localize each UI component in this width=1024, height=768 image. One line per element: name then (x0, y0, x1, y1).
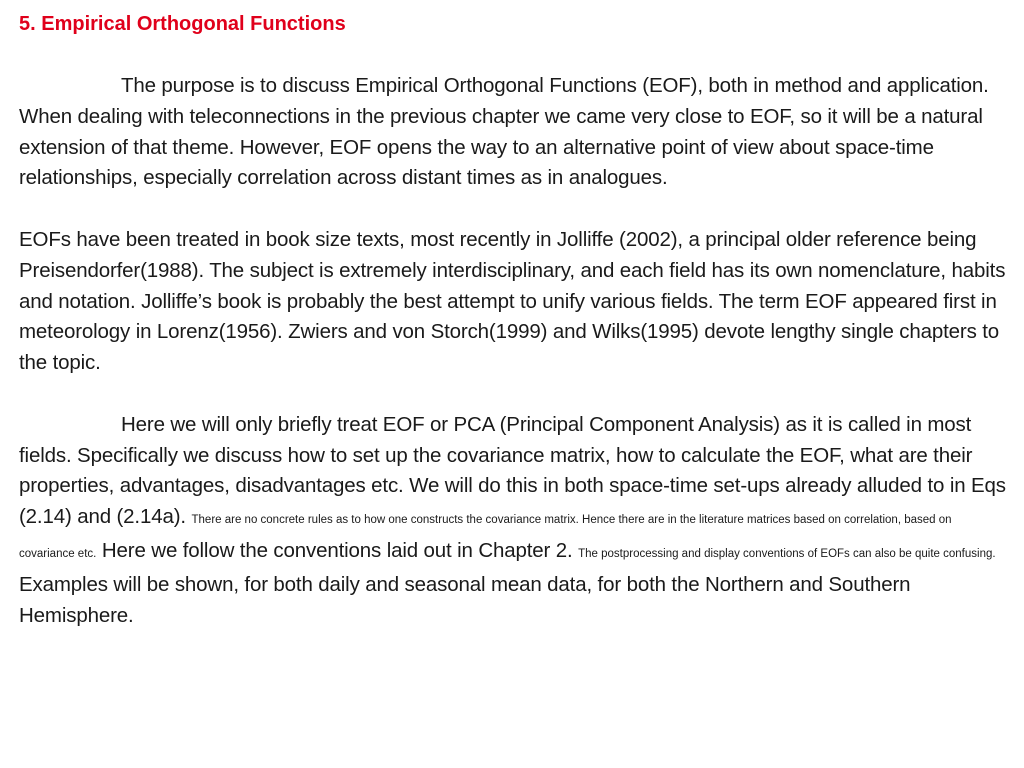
paragraph-1-text: The purpose is to discuss Empirical Orthogonal Functions (EOF), both in method and application. When dealing with teleconnections in the previous chapter we came very close to EOF, so it will be a natural extension of that theme. However, EOF opens the way to an alternative point of view about space-time relationships, especially correlation across distant times as in analogues. (19, 74, 989, 190)
paragraph-2 (19, 225, 1009, 379)
paragraph-3-small-note-b: The postprocessing and display conventions of EOFs can also be quite confusing. (578, 547, 996, 560)
slide-body (19, 71, 1009, 631)
paragraph-3-text-c: Examples will be shown, for both daily and seasonal mean data, for both the Northern and Southern Hemisphere. (19, 572, 911, 627)
paragraph-2-text: EOFs have been treated in book size texts, most recently in Jolliffe (2002), a principal older reference being Preisendorfer(1988). The subject is extremely interdisciplinary, and each field has its own nomenclature, habits and notation. Jolliffe’s book is probably the best attempt to unify various fields. The term EOF appeared first in meteorology in Lorenz(1956). Zwiers and von Storch(1999) and Wilks(1995) devote lengthy single chapters to the topic. (19, 227, 1006, 375)
paragraph-3-text-a: Here we will only briefly treat EOF or PCA (Principal Component Analysis) as it is called in most fields. Specifically we discuss how to set up the covariance matrix, how to calculate the EOF, what are their properties, advantages, disadvantages etc. We will do this in both space-time set-ups already alluded to in Eqs (2.14) and (2.14a). (19, 412, 1006, 529)
section-title: 5. Empirical Orthogonal Functions (19, 13, 346, 35)
paragraph-3-text-b: Here we follow the conventions laid out in Chapter 2. (101, 538, 573, 562)
paragraph-1 (19, 71, 1009, 194)
paragraph-3 (19, 410, 1009, 632)
paragraph-3-small-note-a: There are no concrete rules as to how one constructs the covariance matrix. Hence there are in the literature matrices based on correlation, based on covariance etc. (19, 514, 952, 560)
